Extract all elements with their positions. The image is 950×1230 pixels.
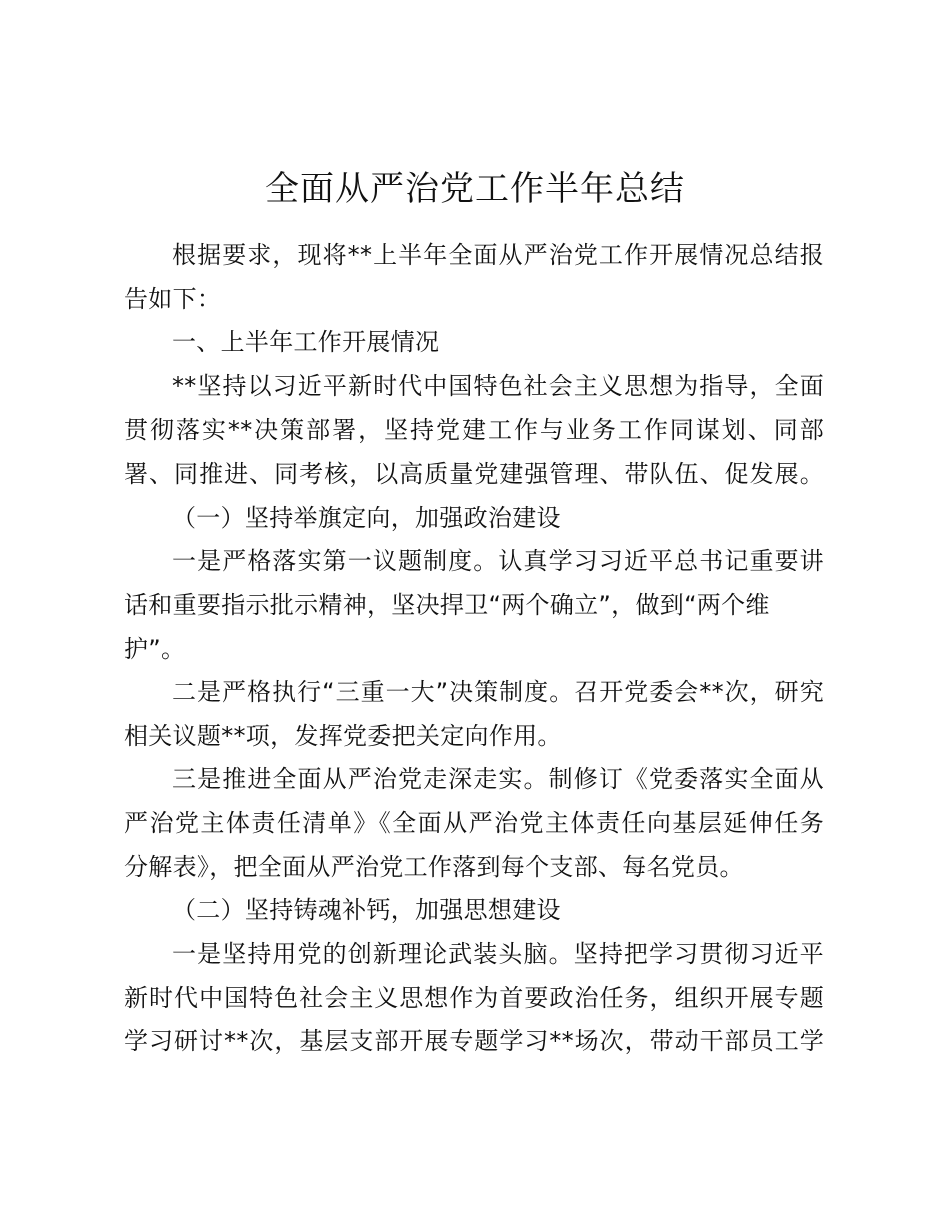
paragraph-line: 根据要求，现将**上半年全面从严治党工作开展情况总结报 xyxy=(172,241,824,269)
paragraph-line: 相关议题**项，发挥党委把关定向作用。 xyxy=(124,722,562,750)
paragraph-line: 贯彻落实**决策部署，坚持党建工作与业务工作同谋划、同部 xyxy=(124,416,824,444)
document-title: 全面从严治党工作半年总结 xyxy=(265,169,685,209)
paragraph-line: 严治党主体责任清单》《全面从严治党主体责任向基层延伸任务 xyxy=(124,809,824,837)
paragraph-line: 护”。 xyxy=(124,635,186,663)
paragraph-line: 二是严格执行“三重一大”决策制度。召开党委会**次，研究 xyxy=(172,678,824,706)
subsection-heading: （一）坚持举旗定向，加强政治建设 xyxy=(172,504,561,532)
paragraph-line: 一是严格落实第一议题制度。认真学习习近平总书记重要讲 xyxy=(172,547,824,575)
paragraph-line: 一是坚持用党的创新理论武装头脑。坚持把学习贯彻习近平 xyxy=(172,940,824,968)
paragraph-line: 分解表》，把全面从严治党工作落到每个支部、每名党员。 xyxy=(124,853,744,881)
paragraph-line: 新时代中国特色社会主义思想作为首要政治任务，组织开展专题 xyxy=(124,984,824,1012)
paragraph-line: **坚持以习近平新时代中国特色社会主义思想为指导，全面 xyxy=(172,372,824,400)
section-heading: 一、上半年工作开展情况 xyxy=(172,328,440,356)
paragraph-line: 署、同推进、同考核，以高质量党建强管理、带队伍、促发展。 xyxy=(124,460,824,488)
paragraph-line: 三是推进全面从严治党走深走实。制修订《党委落实全面从 xyxy=(172,765,824,793)
paragraph-line: 告如下： xyxy=(124,285,222,313)
subsection-heading: （二）坚持铸魂补钙，加强思想建设 xyxy=(172,896,561,924)
paragraph-line: 话和重要指示批示精神，坚决捍卫“两个确立”，做到“两个维 xyxy=(124,591,770,619)
paragraph-line: 学习研讨**次，基层支部开展专题学习**场次，带动干部员工学 xyxy=(124,1027,824,1055)
